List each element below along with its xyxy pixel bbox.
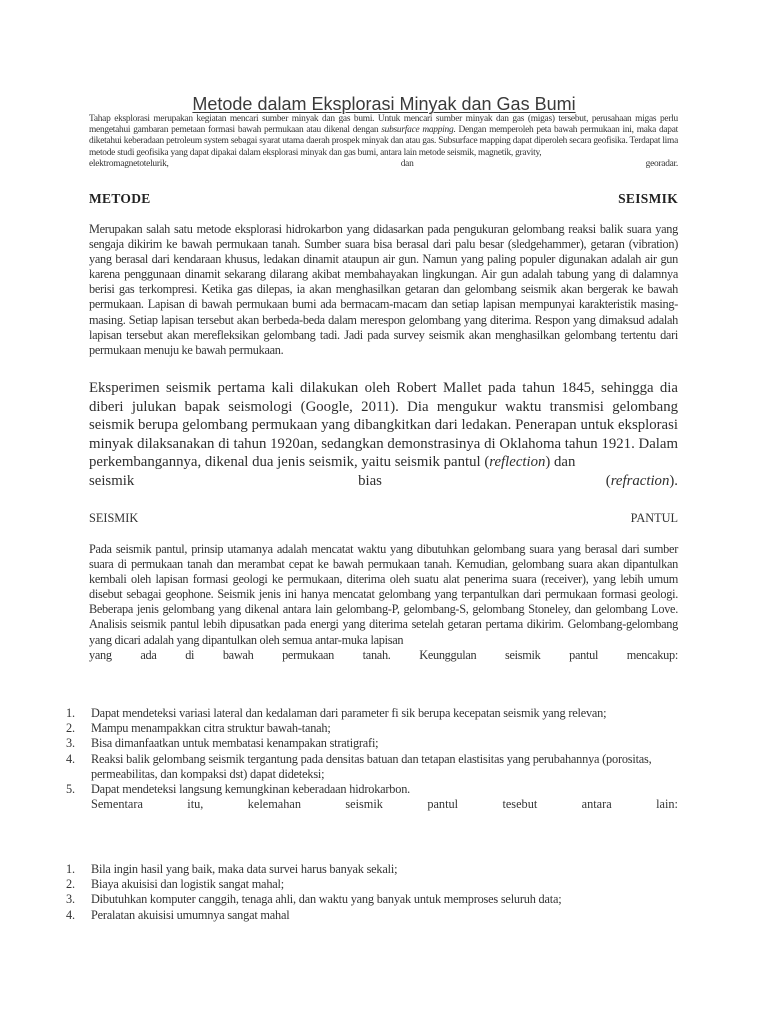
seismik-paragraph: Merupakan salah satu metode eksplorasi hidrokarbon yang didasarkan pada pengukuran gelombang reaksi balik suara yang sengaja dikirim ke bawah permukaan tanah. Sumber suara bisa berasal dari palu besar (sledgehammer), getaran (vibration) yang berasal dari kendaraan khusus, ledakan dinamit ataupun air gun. Namun yang paling populer digunakan adalah air gun karena penggunaan dinamit sekarang dilarang akibat membahayakan lingkungan. Air gun adalah tabung yang di dalamnya berisi gas terkompresi. Ketika gas dilepas, ia akan menghasilkan getaran dan gelombang seismik akan bergerak ke bawah permukaan. Lapisan di bawah permukaan bumi ada bermacam-macam dan setiap lapisan mempunyai karakteristik masing-masing. Setiap lapisan tersebut akan berbeda-beda dalam merespon gelombang yang diterima. Respon yang dimaksud adalah lapisan tersebut akan merefleksikan gelombang tadi. Jadi pada survey seismik akan menghasilkan gelombang tertentu dari permukaan menuju ke bawah permukaan. xyxy=(89,222,678,357)
intro-italic: subsurface mapping xyxy=(381,125,454,136)
line-word: lain: xyxy=(656,797,678,811)
list-number: 1. xyxy=(66,862,75,876)
pantul-text: Pada seismik pantul, prinsip utamanya adalah mencatat waktu yang dibutuhkan gelombang suara yang berasal dari sumber suara di permukaan tanah dan merambat cepat ke bawah permukaan tanah. Kemudian, gelombang suara akan dipantulkan kembali oleh lapisan formasi geologi ke permukaan, diterima oleh suatu alat penerima suara (receiver), yang lebih umum disebut sebagai geophone. Seismik jenis ini hanya mencatat gelombang yang terpantulkan dari permukaan formasi geologi. Beberapa jenis gelombang yang dikenal antara lain gelombang-P, gelombang-S, gelombang Stoneley, dan gelombang Love. Analisis seismik pantul lebih dipusatkan pada energi yang diterima setelah getaran pertama dikirim. Gelombang-gelombang yang dicari adalah yang dipantulkan oleh semua antar-muka lapisan xyxy=(89,542,678,647)
list-number: 3. xyxy=(66,736,75,751)
seismik-pantul-heading xyxy=(89,511,678,526)
list-item xyxy=(66,721,686,736)
weaknesses-intro-line xyxy=(91,797,678,812)
intro-last-word: elektromagnetotelurik, xyxy=(89,158,169,169)
list-item xyxy=(66,706,686,721)
pantul-last-word: tanah. xyxy=(362,647,391,662)
pantul-last-word: Keunggulan xyxy=(419,647,477,662)
history-text: Eksperimen seismik pertama kali dilakukan oleh Robert Mallet pada tahun 1845, sehingga dia diberi julukan bapak seismologi (Google, 2011). Dia mengukur waktu transmisi gelombang seismik berupa gelombang permukaan yang dibangkitkan dari ledakan. Penerapan untuk eksplorasi minyak dilaksanakan di tahun 1920an, sedangkan demonstrasinya di Oklahoma tahun 1921. Dalam perkembangannya, dikenal dua jenis seismik, yaitu seismik pantul ( xyxy=(89,380,678,471)
pantul-last-word: permukaan xyxy=(282,647,335,662)
list-number: 3. xyxy=(66,892,75,907)
page-title: Metode dalam Eksplorasi Minyak dan Gas Bumi xyxy=(192,94,576,114)
list-text: Bisa dimanfaatkan untuk membatasi kenampakan stratigrafi; xyxy=(91,736,379,751)
list-item xyxy=(66,752,686,782)
heading-word: METODE xyxy=(89,191,151,206)
paren-open: ( xyxy=(605,472,611,489)
pantul-last-word: di xyxy=(185,647,195,662)
metode-seismik-heading xyxy=(89,191,678,207)
intro-last-word: georadar. xyxy=(645,158,678,169)
list-text: Mampu menampakkan citra struktur bawah-tanah; xyxy=(91,721,331,736)
history-italic-refraction: refraction xyxy=(610,472,670,489)
pantul-last-line xyxy=(89,648,678,663)
intro-text-b: . Dengan memperoleh peta bawah permukaan ini, maka dapat diketahui keberadaan petroleum system sebagai syarat utama daerah prospek minyak dan atau gas. Subsurface mapping dapat diperoleh secara geofisika. Terdapat lima metode studi geofisika yang dapat dipakai dalam eksplorasi minyak dan gas bumi, antara lain metode seismik, magnetik, gravity, xyxy=(89,125,679,158)
history-text-2: ) dan xyxy=(545,454,576,471)
list-text: Dapat mendeteksi langsung kemungkinan keberadaan hidrokarbon. xyxy=(91,782,411,797)
history-last-word-group xyxy=(606,472,678,491)
line-word: tesebut xyxy=(502,797,538,811)
history-last-word: seismik xyxy=(89,472,135,489)
list-number: 2. xyxy=(66,721,75,736)
list-item xyxy=(66,877,686,892)
heading-word: SEISMIK xyxy=(89,511,139,525)
pantul-last-word: pantul xyxy=(569,647,599,662)
list-item xyxy=(66,908,686,923)
list-item xyxy=(66,736,686,751)
list-text: Dapat mendeteksi variasi lateral dan kedalaman dari parameter fi sik berupa kecepatan seismik yang relevan; xyxy=(91,706,607,720)
list-number: 2. xyxy=(66,877,75,892)
history-paragraph xyxy=(89,379,678,491)
list-text: Peralatan akuisisi umumnya sangat mahal xyxy=(91,907,290,922)
intro-text-a: Tahap eksplorasi merupakan kegiatan mencari sumber minyak dan gas bumi. Untuk mencari sumber minyak dan gas (migas) tersebut, perusahaan migas perlu mengetahui gambaran pemetaan formasi bawah permukaan atau dikenal dengan xyxy=(89,114,678,136)
history-last-word: bias xyxy=(358,472,382,489)
list-number: 4. xyxy=(66,907,75,922)
pantul-last-word: mencakup: xyxy=(626,647,678,662)
history-italic-reflection: reflection xyxy=(489,454,546,471)
line-word: kelemahan xyxy=(247,797,301,811)
heading-word: PANTUL xyxy=(630,511,678,525)
history-last-line xyxy=(89,472,678,491)
line-word: itu, xyxy=(187,797,204,811)
paren-close: ). xyxy=(669,472,678,489)
pantul-last-word: ada xyxy=(140,647,157,662)
intro-paragraph xyxy=(89,114,678,170)
intro-last-word: dan xyxy=(400,158,414,169)
list-text: Dibutuhkan komputer canggih, tenaga ahli, dan waktu yang banyak untuk memproses seluruh data; xyxy=(91,892,562,907)
pantul-last-word: yang xyxy=(89,647,112,662)
list-number: 4. xyxy=(66,751,75,766)
list-text: Biaya akuisisi dan logistik sangat mahal; xyxy=(91,877,284,892)
pantul-last-word: bawah xyxy=(222,647,254,662)
heading-word: SEISMIK xyxy=(618,191,678,206)
line-word: antara xyxy=(581,797,612,811)
line-word: pantul xyxy=(427,797,459,811)
line-word: seismik xyxy=(345,797,383,811)
list-text: Reaksi balik gelombang seismik tergantung pada densitas batuan dan tetapan elastisitas yang perubahannya (porositas, permeabilitas, dan kompaksi dst) dapat dideteksi; xyxy=(91,751,652,781)
intro-last-line xyxy=(89,159,678,170)
line-word: Sementara xyxy=(91,797,143,811)
advantages-list xyxy=(66,706,686,797)
list-text: Bila ingin hasil yang baik, maka data survei harus banyak sekali; xyxy=(91,862,398,876)
list-item xyxy=(66,892,686,907)
list-item xyxy=(66,862,686,877)
pantul-last-word: seismik xyxy=(505,647,541,662)
list-number: 5. xyxy=(66,782,75,797)
list-number: 1. xyxy=(66,706,75,720)
weaknesses-list xyxy=(66,862,686,923)
pantul-paragraph xyxy=(89,542,678,663)
list-item xyxy=(66,782,686,797)
